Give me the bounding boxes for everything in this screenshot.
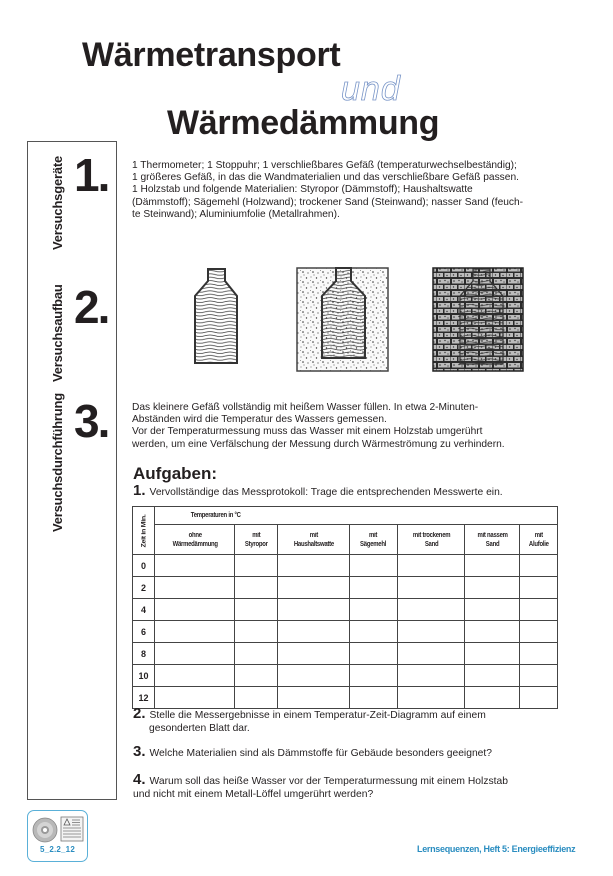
figure-bottle-granular bbox=[297, 268, 388, 371]
temperature-input-cell[interactable] bbox=[349, 643, 397, 665]
task-2 bbox=[133, 705, 486, 736]
section-label-procedure: Versuchsdurchführung bbox=[50, 392, 65, 532]
table-row bbox=[133, 687, 558, 709]
table-row bbox=[133, 577, 558, 599]
equipment-line: (Dämmstoff); Sägemehl (Holzwand); trockener Sand (Steinwand); nasser Sand (feuch- bbox=[132, 196, 524, 208]
column-header-line: Sägemehl bbox=[360, 540, 387, 548]
column-header-line: Sand bbox=[424, 540, 438, 548]
column-header-line: mit trockenem bbox=[412, 531, 450, 539]
task-4 bbox=[133, 771, 508, 802]
column-header-line: Wärmedämmung bbox=[172, 540, 218, 548]
temperature-input-cell[interactable] bbox=[398, 643, 465, 665]
column-header bbox=[353, 525, 394, 555]
task-text: Stelle die Messergebnisse in einem Temperatur-Zeit-Diagramm auf einem bbox=[149, 710, 486, 721]
temperature-header: Temperaturen in °C bbox=[185, 507, 528, 525]
task-1 bbox=[133, 482, 503, 500]
temperature-input-cell[interactable] bbox=[235, 687, 278, 709]
temperature-input-cell[interactable] bbox=[398, 687, 465, 709]
time-value: 12 bbox=[133, 687, 155, 709]
temperature-input-cell[interactable] bbox=[278, 577, 350, 599]
column-header-line: Styropor bbox=[244, 540, 268, 548]
temperature-input-cell[interactable] bbox=[465, 665, 520, 687]
column-header bbox=[238, 525, 274, 555]
procedure-line: Das kleinere Gefäß vollständig mit heißem Wasser füllen. In etwa 2-Minuten- bbox=[132, 402, 479, 413]
table-row bbox=[133, 665, 558, 687]
temperature-input-cell[interactable] bbox=[398, 621, 465, 643]
figure-bottle-plain bbox=[195, 269, 237, 363]
temperature-input-cell[interactable] bbox=[278, 599, 350, 621]
section-number-3: 3. bbox=[74, 395, 109, 447]
temperature-input-cell[interactable] bbox=[398, 599, 465, 621]
temperature-input-cell[interactable] bbox=[155, 577, 235, 599]
temperature-input-cell[interactable] bbox=[155, 599, 235, 621]
measurement-protocol-table bbox=[132, 506, 558, 709]
equipment-text bbox=[132, 160, 582, 221]
temperature-input-cell[interactable] bbox=[398, 577, 465, 599]
temperature-input-cell[interactable] bbox=[520, 665, 558, 687]
column-header bbox=[283, 525, 344, 555]
task-number: 4. bbox=[133, 771, 146, 788]
table-row bbox=[133, 621, 558, 643]
time-header: Zeit in Min. bbox=[134, 507, 153, 555]
equipment-line: 1 Thermometer; 1 Stoppuhr; 1 verschließbares Gefäß (temperaturwechselbeständig); bbox=[132, 160, 517, 171]
temperature-input-cell[interactable] bbox=[235, 577, 278, 599]
document-icon bbox=[60, 816, 84, 842]
task-3 bbox=[133, 743, 492, 761]
temperature-input-cell[interactable] bbox=[349, 621, 397, 643]
equipment-line: 1 größeres Gefäß, in das die Wandmaterialien und das verschließbare Gefäß passen. bbox=[132, 172, 519, 184]
task-number: 3. bbox=[133, 743, 146, 760]
column-header bbox=[161, 525, 229, 555]
figure-bottle-stonewall bbox=[433, 268, 523, 371]
temperature-input-cell[interactable] bbox=[278, 665, 350, 687]
column-header-line: Alufolie bbox=[528, 540, 549, 548]
temperature-input-cell[interactable] bbox=[278, 621, 350, 643]
column-header-line: Sand bbox=[485, 540, 500, 548]
temperature-input-cell[interactable] bbox=[398, 555, 465, 577]
procedure-line: Vor der Temperaturmessung muss das Wasser mit einem Holzstab umgerührt bbox=[132, 426, 483, 438]
temperature-input-cell[interactable] bbox=[520, 643, 558, 665]
temperature-input-cell[interactable] bbox=[349, 577, 397, 599]
temperature-input-cell[interactable] bbox=[349, 599, 397, 621]
time-value: 0 bbox=[133, 555, 155, 577]
column-header-line: mit bbox=[369, 531, 378, 539]
equipment-line: te Steinwand); Aluminiumfolie (Metallrahmen). bbox=[132, 208, 340, 220]
temperature-input-cell[interactable] bbox=[235, 665, 278, 687]
media-reference-badge[interactable] bbox=[27, 810, 88, 862]
title-connector: und bbox=[341, 70, 401, 108]
section-sidebar bbox=[27, 141, 117, 800]
task-text: Warum soll das heiße Wasser vor der Temperaturmessung mit einem Holzstab bbox=[149, 776, 508, 787]
temperature-input-cell[interactable] bbox=[278, 555, 350, 577]
temperature-input-cell[interactable] bbox=[520, 599, 558, 621]
media-code: 5_2.2_12 bbox=[40, 845, 75, 854]
time-value: 4 bbox=[133, 599, 155, 621]
column-header-line: mit bbox=[252, 531, 261, 539]
temperature-input-cell[interactable] bbox=[349, 555, 397, 577]
section-label-equipment: Versuchsgeräte bbox=[50, 155, 65, 250]
temperature-input-cell[interactable] bbox=[465, 643, 520, 665]
temperature-input-cell[interactable] bbox=[235, 621, 278, 643]
time-value: 2 bbox=[133, 577, 155, 599]
temperature-input-cell[interactable] bbox=[465, 599, 520, 621]
temperature-input-cell[interactable] bbox=[520, 621, 558, 643]
temperature-input-cell[interactable] bbox=[235, 643, 278, 665]
task-text-cont: und nicht mit einem Metall-Löffel umgerührt werden? bbox=[133, 788, 374, 800]
table-row bbox=[133, 599, 558, 621]
temperature-input-cell[interactable] bbox=[155, 665, 235, 687]
temperature-input-cell[interactable] bbox=[349, 687, 397, 709]
column-header bbox=[523, 525, 555, 555]
column-header-line: mit bbox=[534, 531, 543, 539]
temperature-input-cell[interactable] bbox=[520, 687, 558, 709]
temperature-input-cell[interactable] bbox=[465, 621, 520, 643]
procedure-line: Abständen wird die Temperatur des Wassers gemessen. bbox=[132, 414, 387, 426]
column-header-line: mit nassem bbox=[477, 531, 508, 539]
column-header-line: Haushaltswatte bbox=[293, 540, 334, 548]
task-text: Vervollständige das Messprotokoll: Trage die entsprechenden Messwerte ein. bbox=[149, 487, 503, 498]
cd-icon bbox=[32, 817, 58, 843]
temperature-input-cell[interactable] bbox=[520, 577, 558, 599]
temperature-input-cell[interactable] bbox=[349, 665, 397, 687]
column-header bbox=[469, 525, 516, 555]
section-label-setup: Versuchsaufbau bbox=[50, 284, 65, 382]
series-footer: Lernsequenzen, Heft 5: Energieeffizienz bbox=[417, 844, 576, 854]
time-value: 6 bbox=[133, 621, 155, 643]
temperature-input-cell[interactable] bbox=[235, 555, 278, 577]
temperature-input-cell[interactable] bbox=[278, 643, 350, 665]
table-row bbox=[133, 555, 558, 577]
tasks-heading: Aufgaben: bbox=[133, 464, 218, 483]
title-line-2: Wärmedämmung bbox=[167, 104, 440, 142]
section-number-1: 1. bbox=[74, 149, 109, 201]
time-value: 8 bbox=[133, 643, 155, 665]
temperature-input-cell[interactable] bbox=[278, 687, 350, 709]
temperature-input-cell[interactable] bbox=[520, 555, 558, 577]
temperature-input-cell[interactable] bbox=[235, 599, 278, 621]
time-value: 10 bbox=[133, 665, 155, 687]
temperature-input-cell[interactable] bbox=[465, 577, 520, 599]
column-header-line: ohne bbox=[188, 531, 202, 539]
table-row bbox=[133, 643, 558, 665]
setup-illustrations bbox=[185, 266, 525, 382]
task-text: Welche Materialien sind als Dämmstoffe für Gebäude besonders geeignet? bbox=[149, 748, 492, 759]
task-text-cont: gesonderten Blatt dar. bbox=[149, 722, 250, 734]
temperature-input-cell[interactable] bbox=[155, 687, 235, 709]
task-number: 2. bbox=[133, 705, 146, 722]
temperature-input-cell[interactable] bbox=[155, 555, 235, 577]
section-number-2: 2. bbox=[74, 281, 109, 333]
procedure-line: werden, um eine Verfälschung der Messung durch Wärmeströmung zu verhindern. bbox=[132, 438, 505, 450]
temperature-input-cell[interactable] bbox=[155, 643, 235, 665]
temperature-input-cell[interactable] bbox=[398, 665, 465, 687]
task-number: 1. bbox=[133, 482, 146, 499]
temperature-input-cell[interactable] bbox=[465, 555, 520, 577]
title-line-1: Wärmetransport bbox=[82, 36, 341, 74]
temperature-input-cell[interactable] bbox=[155, 621, 235, 643]
procedure-text bbox=[132, 402, 582, 451]
equipment-line: 1 Holzstab und folgende Materialien: Styropor (Dämmstoff); Haushaltswatte bbox=[132, 184, 473, 196]
column-header-line: mit bbox=[309, 531, 318, 539]
temperature-input-cell[interactable] bbox=[465, 687, 520, 709]
column-header bbox=[403, 525, 460, 555]
